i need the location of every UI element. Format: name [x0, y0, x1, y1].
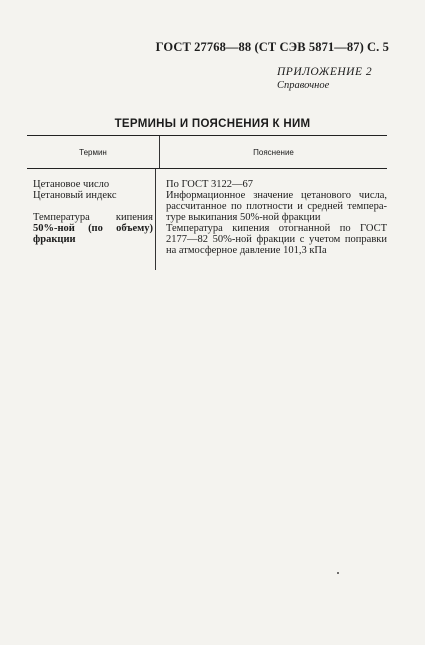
explanation-line: Информационное значение цетанового числа,	[166, 190, 387, 201]
term-cetane-number	[33, 179, 153, 190]
term-line: фракции	[33, 234, 76, 245]
explanation-line: Температура кипения отогнанной по ГОСТ	[166, 223, 387, 234]
explanation-line: 2177—82 50%-ной фракции с учетом поправки	[166, 234, 387, 245]
standard-header: ГОСТ 27768—88 (СТ СЭВ 5871—87) С. 5	[155, 40, 389, 54]
appendix-title: ПРИЛОЖЕНИЕ 2	[277, 66, 373, 78]
terms-column	[27, 169, 155, 270]
explanation-line: По ГОСТ 3122—67	[166, 179, 254, 190]
term-line: Цетановое число	[33, 179, 110, 190]
appendix-subtitle: Справочное	[277, 80, 330, 91]
terms-table	[27, 135, 387, 270]
explanation-line: туре выкипания 50%-ной фракции	[166, 212, 321, 223]
term-line: Цетановый индекс	[33, 190, 117, 201]
scan-speck	[337, 572, 339, 574]
appendix-label	[277, 66, 387, 92]
table-body	[27, 169, 387, 270]
table-header	[27, 136, 387, 168]
term-cetane-index	[33, 190, 153, 201]
explanation-boiling-temperature	[166, 223, 387, 256]
explanation-line: на атмосферное давление 101,3 кПа	[166, 245, 327, 256]
explanations-column	[155, 169, 387, 270]
column-header-term: Термин	[79, 147, 107, 157]
term-boiling-temperature	[33, 212, 153, 245]
explanation-line: рассчитанное по плотности и средней темпера-	[166, 201, 387, 212]
section-title: ТЕРМИНЫ И ПОЯСНЕНИЯ К НИМ	[114, 118, 311, 130]
explanation-cetane-number	[166, 179, 387, 190]
term-line: Температура кипения	[33, 212, 153, 223]
explanation-cetane-index	[166, 190, 387, 223]
term-line: 50%-ной (по объему)	[33, 223, 153, 234]
column-header-explanation: Пояснение	[159, 136, 387, 168]
